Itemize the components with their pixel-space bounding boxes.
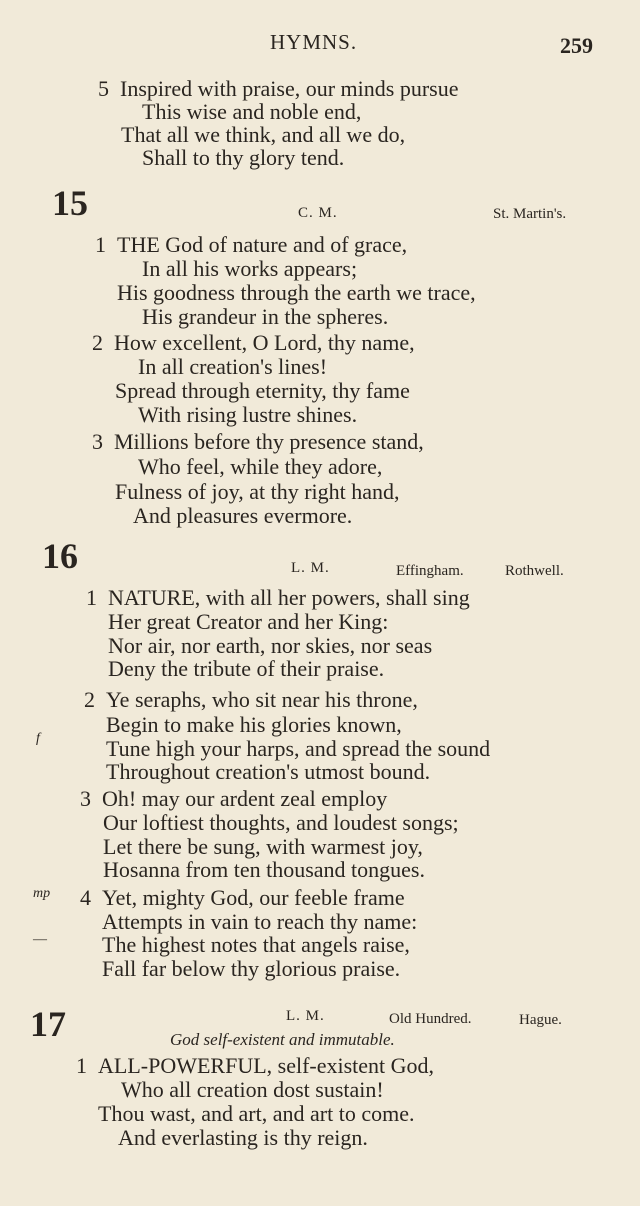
hymn-meter: C. M. xyxy=(298,205,338,221)
verse-number: 5 xyxy=(98,76,109,101)
verse-line: Fulness of joy, at thy right hand, xyxy=(115,479,400,504)
verse-number: 2 xyxy=(92,330,103,355)
verse-line: Thou wast, and art, and art to come. xyxy=(98,1101,415,1126)
running-header: HYMNS. xyxy=(270,30,358,54)
dynamic-marking: f xyxy=(36,731,40,746)
verse-line: 1 NATURE, with all her powers, shall sing xyxy=(86,585,470,610)
verse-line: Tune high your harps, and spread the sound xyxy=(106,736,491,761)
hymn-meter: L. M. xyxy=(291,560,330,576)
tune-name: St. Martin's. xyxy=(493,206,567,222)
verse-line: 1 ALL-POWERFUL, self-existent God, xyxy=(76,1053,435,1078)
verse-line: In all his works appears; xyxy=(142,256,358,281)
verse-line: This wise and noble end, xyxy=(142,99,362,124)
tune-name: Hague. xyxy=(519,1012,562,1028)
verse-line: 2 Ye seraphs, who sit near his throne, xyxy=(84,687,418,712)
tune-name: Effingham. xyxy=(396,563,464,579)
verse-line: Fall far below thy glorious praise. xyxy=(102,956,401,981)
verse-line: Her great Creator and her King: xyxy=(108,609,389,634)
verse-number: 3 xyxy=(80,786,91,811)
verse-line: Nor air, nor earth, nor skies, nor seas xyxy=(108,633,433,658)
hymn-number: 17 xyxy=(30,1004,66,1044)
verse-number: 2 xyxy=(84,687,95,712)
verse-line: Our loftiest thoughts, and loudest songs; xyxy=(103,810,459,835)
verse-line: Attempts in vain to reach thy name: xyxy=(102,909,418,934)
dynamic-marking: — xyxy=(33,932,47,947)
verse-line: 1 THE God of nature and of grace, xyxy=(95,232,408,257)
verse-line: And pleasures evermore. xyxy=(133,503,353,528)
verse-line: His grandeur in the spheres. xyxy=(142,304,389,329)
dynamic-marking: mp xyxy=(33,886,51,901)
hymn-number: 15 xyxy=(52,183,88,223)
verse-line: Who all creation dost sustain! xyxy=(121,1077,384,1102)
verse-line: The highest notes that angels raise, xyxy=(102,932,410,957)
page-number: 259 xyxy=(560,33,593,58)
verse-line: Begin to make his glories known, xyxy=(106,712,402,737)
verse-line: Throughout creation's utmost bound. xyxy=(106,759,431,784)
verse-line: With rising lustre shines. xyxy=(138,402,358,427)
hymn-subtitle: God self-existent and immutable. xyxy=(170,1030,395,1049)
verse-line: Shall to thy glory tend. xyxy=(142,145,345,170)
verse-line: 5 Inspired with praise, our minds pursue xyxy=(98,76,459,101)
verse-number: 4 xyxy=(80,885,91,910)
verse-line: Who feel, while they adore, xyxy=(138,454,383,479)
verse-line: Hosanna from ten thousand tongues. xyxy=(103,857,425,882)
hymn-meter: L. M. xyxy=(286,1008,325,1024)
verse-line: 3 Millions before thy presence stand, xyxy=(92,429,424,454)
verse-line: Deny the tribute of their praise. xyxy=(108,656,385,681)
verse-line: And everlasting is thy reign. xyxy=(118,1125,368,1150)
verse-line: 4 Yet, mighty God, our feeble frame xyxy=(80,885,405,910)
verse-number: 1 xyxy=(86,585,97,610)
verse-line: Spread through eternity, thy fame xyxy=(115,378,410,403)
verse-line: 2 How excellent, O Lord, thy name, xyxy=(92,330,415,355)
verse-number: 1 xyxy=(95,232,106,257)
verse-number: 3 xyxy=(92,429,103,454)
verse-line: Let there be sung, with warmest joy, xyxy=(103,834,423,859)
tune-name: Old Hundred. xyxy=(389,1011,472,1027)
hymn-number: 16 xyxy=(42,536,78,576)
verse-number: 1 xyxy=(76,1053,87,1078)
verse-line: His goodness through the earth we trace, xyxy=(117,280,476,305)
verse-line: That all we think, and all we do, xyxy=(121,122,406,147)
tune-name: Rothwell. xyxy=(505,563,564,579)
verse-line: 3 Oh! may our ardent zeal employ xyxy=(80,786,388,811)
verse-line: In all creation's lines! xyxy=(138,354,328,379)
